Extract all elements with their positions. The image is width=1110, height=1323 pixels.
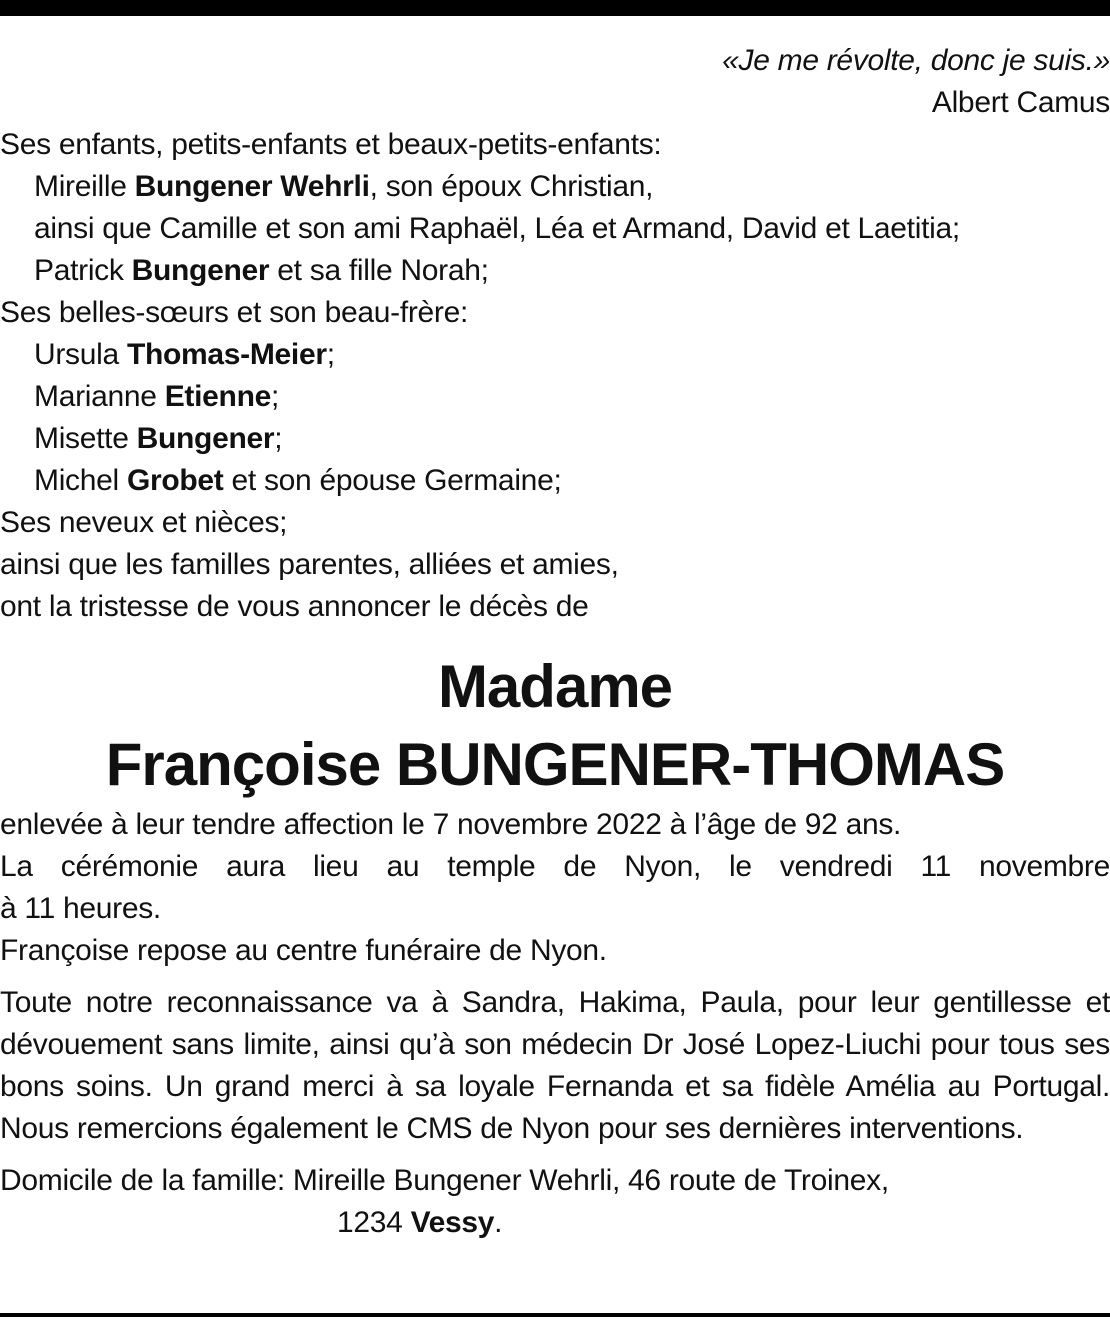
- passing-line: enlevée à leur tendre affection le 7 novembre 2022 à l’âge de 92 ans.: [0, 808, 902, 841]
- surname: Thomas-Meier: [126, 338, 327, 371]
- family-member: Marianne Etienne;: [34, 380, 280, 413]
- ceremony-time: à 11 heures.: [0, 892, 161, 925]
- family-member: Ursula Thomas-Meier;: [34, 338, 335, 371]
- deceased-title: Madame: [437, 653, 673, 720]
- surname: Grobet: [126, 464, 224, 497]
- family-member: ainsi que Camille et son ami Raphaël, Léa et Armand, David et Laetitia;: [34, 212, 960, 245]
- ceremony-line: La cérémonie aura lieu au temple de Nyon, le vendredi 11 novembre: [0, 850, 1110, 883]
- relatives-line: ainsi que les familles parentes, alliées et amies,: [0, 548, 619, 581]
- domicile-city: 1234 Vessy.: [337, 1206, 503, 1239]
- family-member: Michel Grobet et son épouse Germaine;: [34, 464, 562, 497]
- family-member: Patrick Bungener et sa fille Norah;: [34, 254, 489, 287]
- surname: Bungener: [136, 422, 275, 455]
- top-rule: [0, 0, 1110, 16]
- bottom-rule: [0, 1313, 1110, 1317]
- obituary-notice: [0, 40, 1110, 1244]
- quote-text: «Je me révolte, donc je suis.»: [722, 44, 1110, 77]
- surname: Etienne: [164, 380, 271, 413]
- deceased-name: Françoise BUNGENER-THOMAS: [105, 731, 1005, 798]
- nephews-line: Ses neveux et nièces;: [0, 506, 288, 539]
- domicile-line: Domicile de la famille: Mireille Bungener Wehrli, 46 route de Troinex,: [0, 1164, 889, 1197]
- announcement-line: ont la tristesse de vous annoncer le décès de: [0, 590, 589, 623]
- children-heading: Ses enfants, petits-enfants et beaux-petits-enfants:: [0, 128, 662, 161]
- inlaws-heading: Ses belles-sœurs et son beau-frère:: [0, 296, 469, 329]
- city-name: Vessy: [410, 1206, 495, 1239]
- quote-author: Albert Camus: [931, 86, 1110, 119]
- family-member: Misette Bungener;: [34, 422, 283, 455]
- family-member: Mireille Bungener Wehrli, son époux Christian,: [34, 170, 654, 203]
- surname: Bungener Wehrli: [134, 170, 370, 203]
- thanks-paragraph: Toute notre reconnaissance va à Sandra, Hakima, Paula, pour leur gentillesse et dévouement sans limite, ainsi qu’à son médecin Dr José Lopez-Liuchi pour tous ses bons soins. Un grand merci à sa loyale Fernanda et sa fidèle Amélia au Portugal. Nous remercions également le CMS de Nyon pour ses dernières interventions.: [0, 986, 1110, 1145]
- repose-line: Françoise repose au centre funéraire de Nyon.: [0, 934, 607, 967]
- surname: Bungener: [131, 254, 270, 287]
